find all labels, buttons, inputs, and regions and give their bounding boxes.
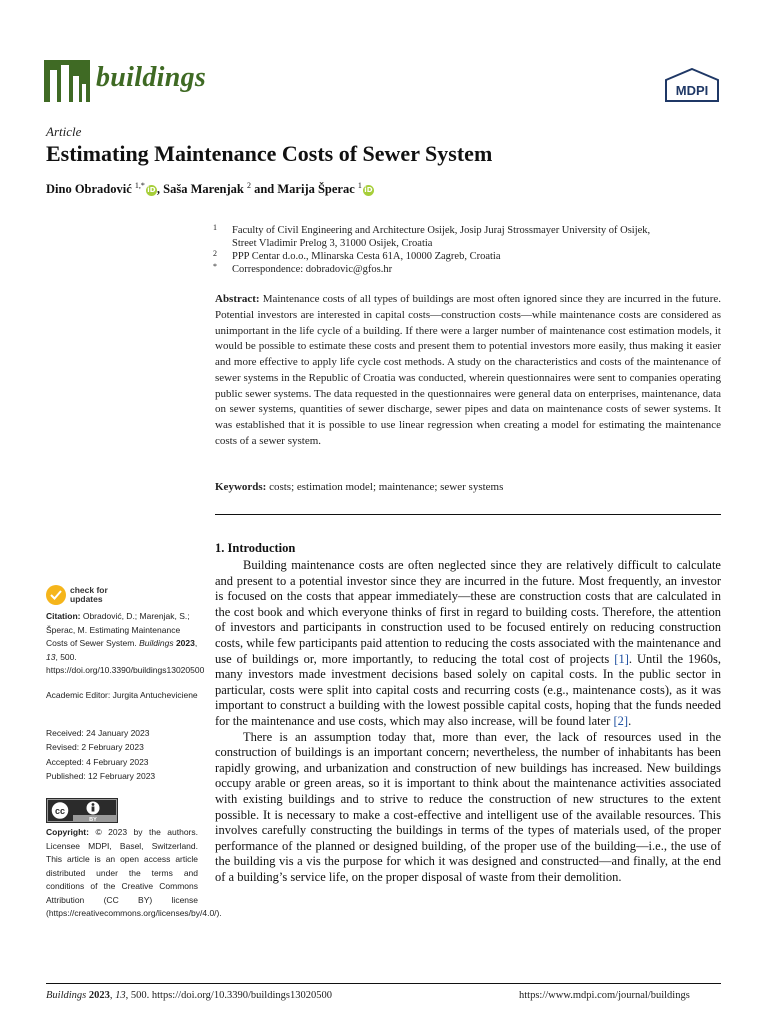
cc-glyph: cc [54, 806, 66, 816]
citation-journal: Buildings [139, 638, 174, 648]
citation-block: Citation: Obradović, D.; Marenjak, S.; Šperac, M. Estimating Maintenance Costs of Sewer System. Buildings 2023, 13, 500. https://doi.org/10.3390/buildings13020500 [46, 611, 205, 675]
author-name[interactable]: Marija Šperac [277, 182, 355, 197]
author-sup: 1 [357, 181, 362, 190]
revised-date: Revised: 2 February 2023 [46, 742, 144, 752]
footer-doi[interactable]: , 500. https://doi.org/10.3390/buildings13020500 [125, 990, 332, 1001]
reference-link[interactable]: [2] [613, 713, 629, 728]
check-for-updates-label [70, 586, 108, 604]
journal-name: buildings [96, 62, 207, 93]
divider [215, 514, 721, 515]
citation-label: Citation: [46, 611, 81, 621]
footer-journal-url[interactable]: https://www.mdpi.com/journal/buildings [519, 990, 690, 1001]
copyright-label: Copyright: [46, 827, 89, 837]
received-date: Received: 24 January 2023 [46, 728, 150, 738]
author-name[interactable]: Saša Marenjak [163, 182, 244, 197]
paragraph-text: . Until the 1960s, many investors made investment decisions based solely on capital costs. In the public sector in particular, costs were split into capital costs and recurring costs (e.g., maintenance costs), as it was important to construct a building with the lowest possible capital costs, hoping that the funds needed for the maintenance and use costs, which may also increase, will be found later [215, 651, 721, 728]
citation-text: Obradović, D.; Marenjak, S.; Šperac, M. Estimating Maintenance Costs of Sewer System. [46, 611, 190, 648]
cc-by-license-icon[interactable] [46, 798, 118, 823]
author-sup: 1,* [134, 181, 145, 190]
orcid-icon[interactable]: iD [364, 186, 373, 195]
accepted-date: Accepted: 4 February 2023 [46, 757, 149, 767]
copyright-block [46, 826, 222, 921]
paragraph-text: Building maintenance costs are often neglected since they are relatively difficult to calculate and present to a potential investor since they are incurred in the future. Most frequently, an investor is focused on the costs that appear immediately—these are construction costs that are calculated in the cost book and which everyone thinks of first in regard to building costs. Therefore, the attention of investors and participants in construction used to be focused entirely on reducing construction costs, while few participants paid attention to reducing the costs associated with the maintenance and use of buildings or, more importantly, to reducing the total cost of projects [215, 558, 721, 666]
reference-link[interactable]: [1] [614, 651, 629, 666]
article-type: Article [46, 124, 82, 139]
academic-editor: Academic Editor: Jurgita Antucheviciene [46, 690, 198, 700]
author-name[interactable]: Dino Obradović [46, 182, 132, 197]
author-list: Dino Obradović $^{1,*}$iD, Saša Marenjak $^2$ and Marija Šperac $^1$iD [46, 181, 373, 197]
mdpi-logo-text: MDPI [675, 83, 709, 98]
footer-year: 2023 [88, 990, 110, 1001]
orcid-icon[interactable]: iD [147, 186, 156, 195]
published-date: Published: 12 February 2023 [46, 771, 156, 781]
article-title: Estimating Maintenance Costs of Sewer System [46, 141, 493, 166]
affiliation-mark: 2 [213, 249, 217, 258]
section-heading: 1. Introduction [215, 541, 296, 555]
affiliation-line: PPP Centar d.o.o., Mlinarska Cesta 61A, 10000 Zagreb, Croatia [232, 251, 501, 262]
correspondence-email[interactable]: Correspondence: dobradovic@gfos.hr [232, 264, 393, 275]
author-sup: 2 [246, 181, 251, 190]
abstract [215, 292, 721, 450]
introduction-body [215, 558, 721, 885]
footer-divider [46, 983, 721, 984]
mdpi-logo [664, 68, 720, 102]
citation-doi[interactable]: , 500. https://doi.org/10.3390/buildings13020500 [46, 651, 205, 675]
footer-citation: Buildings 2023, 13, 500. https://doi.org/10.3390/buildings13020500 [46, 990, 332, 1001]
paragraph [215, 730, 721, 886]
footer-volume: 13 [115, 990, 126, 1001]
buildings-logo-icon [44, 60, 90, 102]
checkmark-icon [50, 590, 62, 600]
keywords [215, 481, 721, 493]
check-for-updates-button[interactable] [46, 585, 120, 607]
keywords-label: Keywords: [215, 481, 267, 493]
affiliation-line: Street Vladimir Prelog 3, 31000 Osijek, Croatia [232, 238, 433, 249]
paragraph-text: . [628, 713, 632, 728]
affiliation-line: Faculty of Civil Engineering and Architecture Osijek, Josip Juraj Strossmayer University of Osijek, [232, 225, 651, 236]
paragraph-text: There is an assumption today that, more than ever, the lack of resources used in the construction of buildings is an important concern; nevertheless, the number of inhabitants has been rapidly growing, and urbanization and construction of new buildings has increased. New buildings occupy arable or green areas, so it is important to think about the maintenance activities associated with existing buildings and to strive to reduce the construction of new structures to the extent possible. It is necessary to make a cost-effective and intelligent use of the available resources. This involves carefully constructing the buildings in terms of the types of materials used, of the proper performance of the planned or designed building, of the proper use of the building—i.e., the use of the building vis a vis the purpose for which it was designed and constructed—and finally, at the end of a building’s service life, on the proper disposal of waste from their demolition. [215, 729, 721, 884]
affiliation-mark: * [213, 262, 217, 271]
and-word: and [254, 182, 275, 197]
footer-journal: Buildings [46, 990, 87, 1001]
abstract-label: Abstract: [215, 293, 260, 305]
cc-by-label: BY [89, 817, 97, 823]
copyright-text: © 2023 by the authors. Licensee MDPI, Basel, Switzerland. This article is an open access article distributed under the terms and conditions of the Creative Commons Attribution (CC BY) license (https://creativecommons.org/licenses/by/4.0/). [46, 827, 222, 918]
citation-year: 2023 [175, 638, 195, 648]
keywords-text: costs; estimation model; maintenance; sewer systems [269, 481, 504, 493]
affiliation-mark: 1 [213, 223, 217, 232]
abstract-text: Maintenance costs of all types of buildings are most often ignored since they are incurred in the future. Potential investors are interested in capital costs—construction costs—while maintenance costs are considered as unimportant in the life cycle of a building. If there were a larger number of maintenance cost estimation models, it would be possible to estimate these costs and present them to potential investors more easily, thus making it easier and more effective to apply life cycle cost methods. A study on the characteristics and costs of the maintenance of sewer systems in the Republic of Croatia was conducted, wherein questionnaires were sent to companies operating public sewer systems. The data requested in the questionnaires were general data on enterprises, maintenance, data on sewer systems, quantities of sewer discharge, sewer pipes and data on maintenance costs of sewer systems. It was established that it is possible to use linear regression when creating a model for estimating the maintenance costs of a sewer system. [215, 293, 722, 447]
citation-volume: 13 [46, 651, 56, 662]
check-line-2: updates [70, 594, 103, 604]
paragraph [215, 558, 721, 730]
check-line-1: check for [70, 585, 108, 595]
